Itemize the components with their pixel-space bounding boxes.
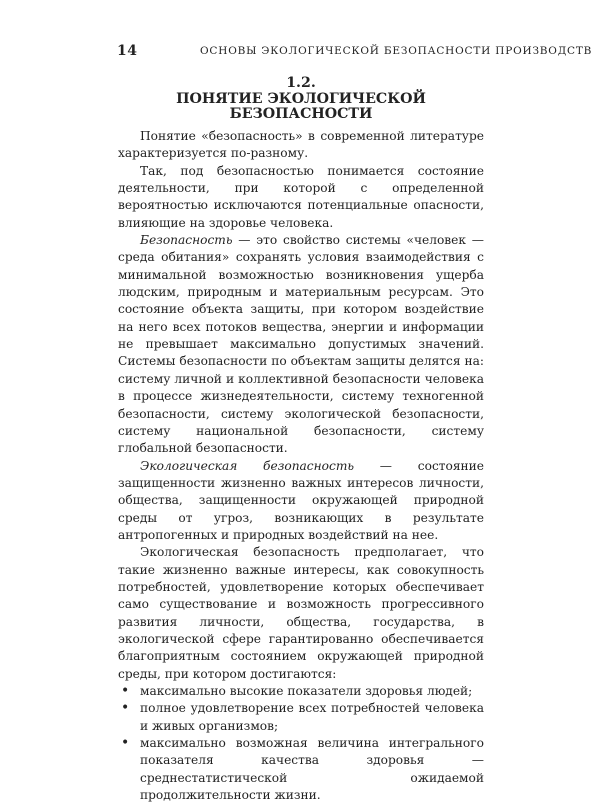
bullet-icon: • <box>121 735 130 752</box>
page-number: 14 <box>117 43 138 59</box>
paragraph-4 <box>118 458 484 545</box>
paragraph-1: Понятие «безопасность» в современной литературе характеризуется по-разному. <box>118 129 484 161</box>
list-item <box>118 735 484 804</box>
paragraph-3-text: — это свойство системы «человек — среда обитания» сохранять условия взаимодействия с минимальной возможностью возникновения ущерба людским, природным и материальным ресурсам. Это состояние объекта защиты, при котором воздействие на него всех потоков вещества, энергии и информации не превышает максимально допустимых значений. Системы безопасности по объектам защиты делятся на: систему личной и коллективной безопасности человека в процессе жизнедеятельности, систему техногенной безопасности, систему экологической безопасности, систему национальной безопасности, систему глобальной безопасности. <box>118 233 484 456</box>
running-title: ОСНОВЫ ЭКОЛОГИЧЕСКОЙ БЕЗОПАСНОСТИ ПРОИЗВОДСТВ <box>200 45 593 57</box>
paragraph-4-text: — состояние защищенности жизненно важных интересов личности, общества, защищенности окружающей природной среды от угроз, возникающих в результате антропогенных и природных воздействий на нее. <box>118 458 484 542</box>
body-text <box>118 128 484 804</box>
section-title-line-2: БЕЗОПАСНОСТИ <box>229 106 373 122</box>
list-item <box>118 700 484 735</box>
term-ecological-safety: Экологическая безопасность <box>140 458 355 473</box>
term-safety: Безопасность <box>140 233 233 248</box>
section-title-line-1: ПОНЯТИЕ ЭКОЛОГИЧЕСКОЙ <box>176 90 426 107</box>
paragraph-2: Так, под безопасностью понимается состояние деятельности, при которой с определенной вероятностью исключаются потенциальные опасности, влияющие на здоровье человека. <box>118 163 484 230</box>
bullet-list <box>118 683 484 804</box>
section-heading <box>118 76 484 123</box>
list-item-text: максимально возможная величина интегрального показателя качества здоровья — среднестатистической ожидаемой продолжительности жизни. <box>140 736 484 803</box>
paragraph-3 <box>118 232 484 457</box>
paragraph-5: Экологическая безопасность предполагает, что такие жизненно важные интересы, как совокупность потребностей, удовлетворение которых обеспечивает само существование и возможность прогрессивного развития личности, общества, государства, в экологической сфере гарантированно обеспечивается благоприятным состоянием окружающей природной среды, при котором достигаются: <box>118 545 484 681</box>
bullet-icon: • <box>121 700 130 717</box>
list-item <box>118 683 484 700</box>
bullet-icon: • <box>121 683 130 699</box>
section-number: 1.2. <box>286 75 316 91</box>
list-item-text: максимально высокие показатели здоровья людей; <box>140 684 473 698</box>
list-item-text: полное удовлетворение всех потребностей человека и живых организмов; <box>140 701 484 733</box>
